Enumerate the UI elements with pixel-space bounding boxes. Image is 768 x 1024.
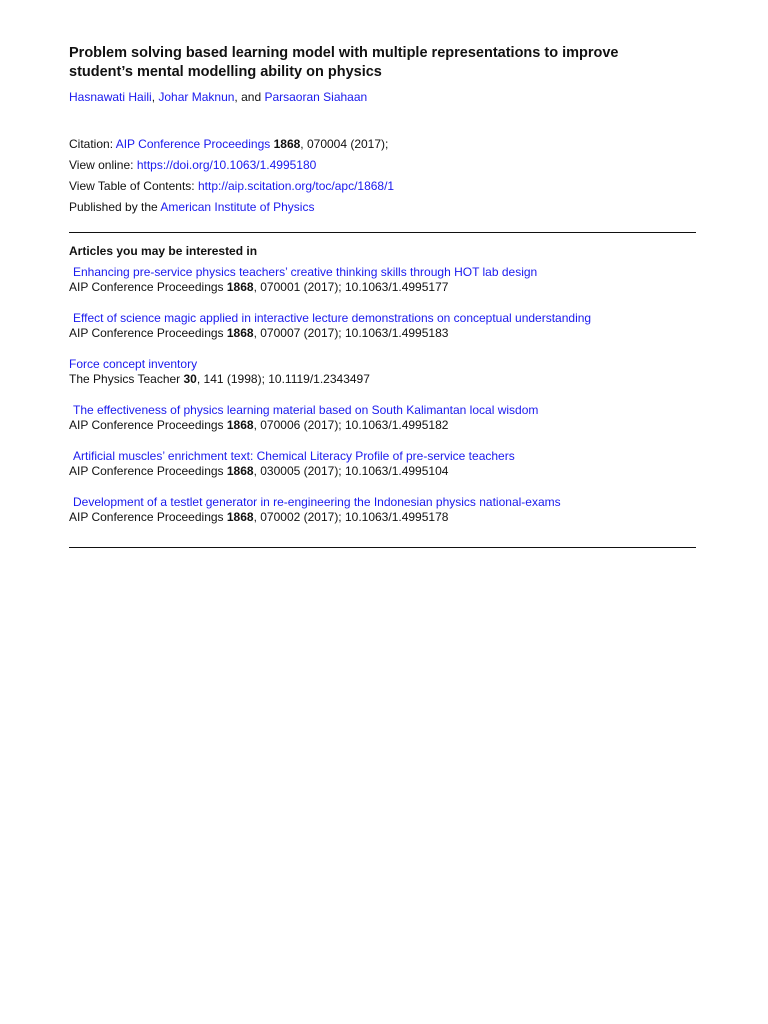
citation-rest: , 070004 (2017); bbox=[300, 137, 389, 151]
list-item bbox=[69, 265, 696, 295]
article-citation bbox=[69, 510, 696, 525]
paper-title bbox=[69, 44, 696, 82]
article-journal: The Physics Teacher bbox=[69, 372, 184, 386]
article-journal: AIP Conference Proceedings bbox=[69, 510, 227, 524]
article-rest: , 070001 (2017); 10.1063/1.4995177 bbox=[253, 280, 449, 294]
paper-title-line-2: student’s mental modelling ability on physics bbox=[69, 64, 382, 80]
author-separator: , and bbox=[234, 90, 265, 104]
article-volume: 1868 bbox=[226, 510, 254, 524]
author-separator: , bbox=[151, 90, 159, 104]
article-citation bbox=[69, 372, 696, 387]
article-title-link[interactable]: The effectiveness of physics learning material based on South Kalimantan local wisdom bbox=[73, 403, 539, 417]
doi-link[interactable]: https://doi.org/10.1063/1.4995180 bbox=[136, 158, 317, 172]
article-citation bbox=[69, 280, 696, 295]
publisher-row bbox=[69, 200, 696, 221]
citation-row bbox=[69, 137, 696, 158]
publisher-label: Published by the bbox=[69, 200, 161, 214]
article-title-link[interactable]: Artificial muscles’ enrichment text: Chemical Literacy Profile of pre-service teachers bbox=[73, 449, 515, 463]
related-articles-list bbox=[69, 265, 696, 525]
view-online-row bbox=[69, 158, 696, 179]
toc-label: View Table of Contents: bbox=[69, 179, 198, 193]
article-journal: AIP Conference Proceedings bbox=[69, 326, 227, 340]
article-volume: 1868 bbox=[226, 326, 254, 340]
cover-content bbox=[69, 44, 696, 548]
author-link[interactable]: Hasnawati Haili bbox=[69, 90, 152, 104]
author-link[interactable]: Parsaoran Siahaan bbox=[264, 90, 368, 104]
article-rest: , 070002 (2017); 10.1063/1.4995178 bbox=[253, 510, 449, 524]
article-volume: 1868 bbox=[226, 280, 254, 294]
article-journal: AIP Conference Proceedings bbox=[69, 418, 227, 432]
related-articles-heading: Articles you may be interested in bbox=[69, 244, 258, 258]
bottom-divider bbox=[69, 547, 696, 548]
list-item bbox=[69, 495, 696, 525]
citation-block bbox=[69, 137, 696, 221]
top-divider bbox=[69, 232, 696, 233]
article-title-link[interactable]: Force concept inventory bbox=[69, 357, 198, 371]
list-item bbox=[69, 311, 696, 341]
article-rest: , 141 (1998); 10.1119/1.2343497 bbox=[196, 372, 370, 386]
article-journal: AIP Conference Proceedings bbox=[69, 464, 227, 478]
toc-row bbox=[69, 179, 696, 200]
citation-label: Citation: bbox=[69, 137, 116, 151]
article-citation bbox=[69, 464, 696, 479]
article-rest: , 070006 (2017); 10.1063/1.4995182 bbox=[253, 418, 449, 432]
view-online-label: View online: bbox=[69, 158, 137, 172]
list-item bbox=[69, 403, 696, 433]
article-volume: 30 bbox=[183, 372, 197, 386]
article-title-link[interactable]: Development of a testlet generator in re-engineering the Indonesian physics national-exams bbox=[73, 495, 561, 509]
author-link[interactable]: Johar Maknun bbox=[158, 90, 235, 104]
toc-link[interactable]: http://aip.scitation.org/toc/apc/1868/1 bbox=[197, 179, 395, 193]
article-rest: , 030005 (2017); 10.1063/1.4995104 bbox=[253, 464, 449, 478]
article-title-link[interactable]: Effect of science magic applied in interactive lecture demonstrations on conceptual understanding bbox=[73, 311, 592, 325]
article-citation bbox=[69, 418, 696, 433]
article-volume: 1868 bbox=[226, 464, 254, 478]
article-journal: AIP Conference Proceedings bbox=[69, 280, 227, 294]
list-item bbox=[69, 357, 696, 387]
article-title-link[interactable]: Enhancing pre-service physics teachers’ creative thinking skills through HOT lab design bbox=[73, 265, 538, 279]
paper-title-line-1: Problem solving based learning model with multiple representations to improve bbox=[69, 45, 619, 61]
article-citation bbox=[69, 326, 696, 341]
author-list bbox=[69, 90, 696, 105]
article-rest: , 070007 (2017); 10.1063/1.4995183 bbox=[253, 326, 449, 340]
article-volume: 1868 bbox=[226, 418, 254, 432]
publisher-link[interactable]: American Institute of Physics bbox=[160, 200, 315, 214]
citation-journal-link[interactable]: AIP Conference Proceedings bbox=[115, 137, 271, 151]
citation-volume: 1868 bbox=[273, 137, 301, 151]
list-item bbox=[69, 449, 696, 479]
